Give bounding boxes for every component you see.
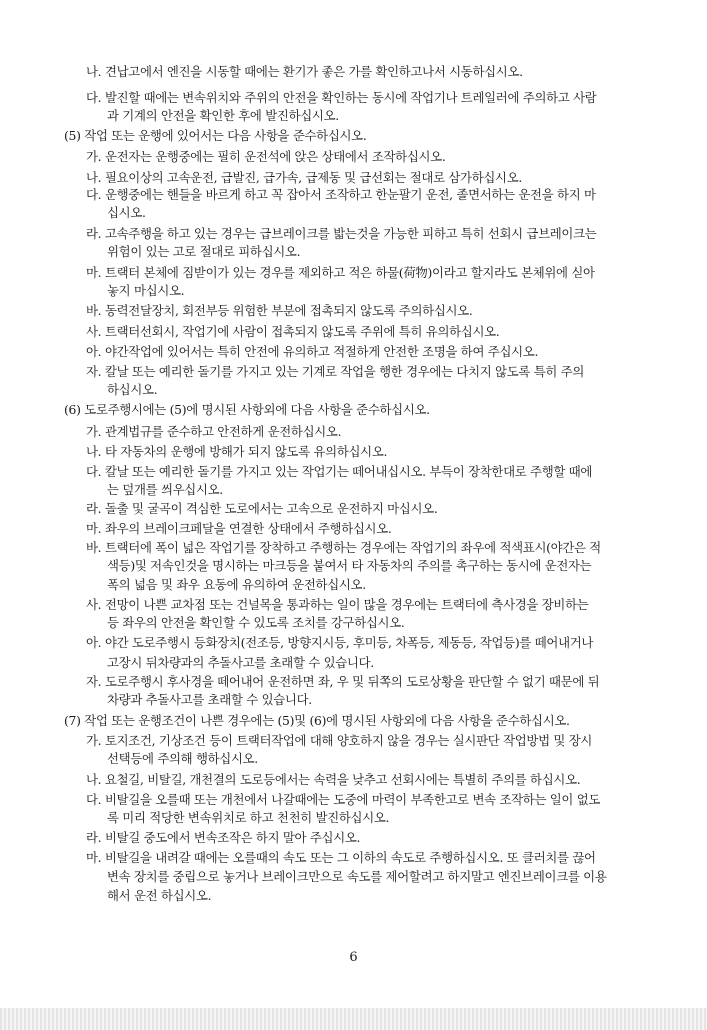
text-line: 나. 필요이상의 고속운전, 급발진, 급가속, 급제동 및 급선회는 절대로 삼가하십시오.	[86, 170, 523, 185]
text-line: 색등)및 저속인것을 명시하는 마크등을 붙여서 타 자동차의 주의를 촉구하는 동시에 운전자는	[107, 558, 592, 573]
text-line: 다. 운행중에는 핸들을 바르게 하고 꼭 잡아서 조작하고 한눈팔기 운전, 졸면서하는 운전을 하지 마	[86, 187, 596, 202]
text-line: 자. 칼날 또는 예리한 돌기를 가지고 있는 기계로 작업을 행한 경우에는 다치지 않도록 특히 주의	[86, 364, 585, 379]
text-line: 라. 돌출 및 굴곡이 격심한 도로에서는 고속으로 운전하지 마십시오.	[86, 501, 438, 516]
text-line: 바. 동력전달장치, 회전부등 위험한 부분에 접촉되지 않도록 주의하십시오.	[86, 303, 473, 318]
text-line: 마. 트랙터 본체에 짐받이가 있는 경우를 제외하고 적은 하물(荷物)이라고 할지라도 본체위에 싣아	[86, 265, 595, 280]
text-line: 자. 도로주행시 후사경을 떼어내어 운전하면 좌, 우 및 뒤쪽의 도로상황을 판단할 수 없기 때문에 뒤	[86, 674, 600, 689]
text-line: 가. 관계법규를 준수하고 안전하게 운전하십시오.	[86, 424, 342, 439]
text-line: 아. 야간작업에 있어서는 특히 안전에 유의하고 적절하게 안전한 조명을 하여 주십시오.	[86, 344, 539, 359]
text-line: 아. 야간 도로주행시 등화장치(전조등, 방향지시등, 후미등, 차폭등, 제동등, 작업등)를 떼어내거나	[86, 635, 594, 650]
scan-edge	[0, 1008, 707, 1030]
text-line: 나. 타 자동차의 운행에 방해가 되지 않도록 유의하십시오.	[86, 444, 388, 459]
text-line: 마. 비탈길을 내려갈 때에는 오를때의 속도 또는 그 이하의 속도로 주행하십시오. 또 클러치를 끊어	[86, 850, 596, 865]
text-line: 라. 고속주행을 하고 있는 경우는 급브레이크를 밟는것을 가능한 피하고 특히 선회시 급브레이크는	[86, 226, 597, 241]
text-line: 마. 좌우의 브레이크페달을 연결한 상태에서 주행하십시오.	[86, 521, 392, 536]
text-line: 십시오.	[107, 205, 146, 220]
text-line: 과 기계의 안전을 확인한 후에 발진하십시오.	[107, 108, 339, 123]
text-line: 가. 운전자는 운행중에는 필히 운전석에 앉은 상태에서 조작하십시오.	[86, 149, 446, 164]
text-line: 사. 트랙터선회시, 작업기에 사람이 접촉되지 않도록 주위에 특히 유의하십시오.	[86, 324, 500, 339]
text-line: 사. 전망이 나쁜 교차점 또는 건널목을 통과하는 일이 많을 경우에는 트랙터에 측사경을 장비하는	[86, 597, 589, 612]
text-line: 나. 요철길, 비탈길, 개천결의 도로등에서는 속력을 낮추고 선회시에는 특별히 주의를 하십시오.	[86, 772, 581, 787]
text-line: 바. 트랙터에 폭이 넓은 작업기를 장착하고 주행하는 경우에는 작업기의 좌우에 적색표시(야간은 적	[86, 540, 601, 555]
text-line: 다. 비탈길을 오를때 또는 개천에서 나갈때에는 도중에 마력이 부족한고로 변속 조작하는 일이 없도	[86, 792, 601, 807]
text-line: 해서 운전 하십시오.	[107, 888, 212, 903]
text-line: 선택등에 주의해 행하십시오.	[107, 751, 258, 766]
text-line: 등 좌우의 안전을 확인할 수 있도록 조치를 강구하십시오.	[107, 615, 405, 630]
text-line: 변속 장치를 중립으로 놓거나 브레이크만으로 속도를 제어할려고 하지말고 엔진브레이크를 이용	[107, 869, 607, 884]
text-line: 라. 비탈길 중도에서 변속조작은 하지 말아 주십시오.	[86, 830, 361, 845]
text-line: 위험이 있는 고로 절대로 피하십시오.	[107, 244, 301, 259]
text-line: 가. 토지조건, 기상조건 등이 트랙터작업에 대해 양호하지 않을 경우는 실시판단 작업방법 및 장시	[86, 733, 593, 748]
section-heading: (6) 도로주행시에는 (5)에 명시된 사항외에 다음 사항을 준수하십시오.	[64, 402, 430, 417]
text-line: 놓지 마십시오.	[107, 283, 185, 298]
text-line: 하십시오.	[107, 382, 158, 397]
text-line: 차량과 추돌사고를 초래할 수 있습니다.	[107, 692, 312, 707]
text-line: 고장시 뒤차량과의 추돌사고를 초래할 수 있습니다.	[107, 655, 374, 670]
text-line: 다. 발진할 때에는 변속위치와 주위의 안전을 확인하는 동시에 작업기나 트레일러에 주의하고 사람	[86, 90, 597, 105]
text-line: 폭의 넓음 및 좌우 요동에 유의하여 운전하십시오.	[107, 577, 366, 592]
text-line: 록 미리 적당한 변속위치로 하고 천천히 발진하십시오.	[107, 810, 390, 825]
text-line: 다. 칼날 또는 예리한 돌기를 가지고 있는 작업기는 떼어내십시오. 부득이 장착한대로 주행할 때에	[86, 464, 593, 479]
page-number: 6	[349, 950, 358, 965]
section-heading: (5) 작업 또는 운행에 있어서는 다음 사항을 준수하십시오.	[64, 128, 367, 143]
section-heading: (7) 작업 또는 운행조건이 나쁜 경우에는 (5)및 (6)에 명시된 사항외에 다음 사항을 준수하십시오.	[64, 713, 570, 728]
text-line: 나. 견납고에서 엔진을 시동할 때에는 환기가 좋은 가를 확인하고나서 시동하십시오.	[86, 64, 523, 79]
text-line: 는 덮개를 씌우십시오.	[107, 482, 223, 497]
